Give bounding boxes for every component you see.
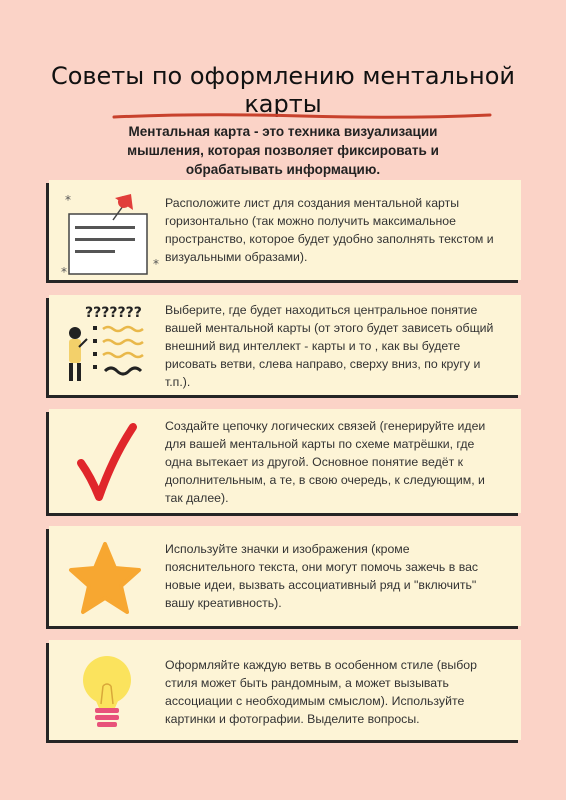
page-title: Советы по оформлению ментальной карты (50, 62, 516, 118)
thinking-person-icon (55, 299, 159, 403)
tip-text: Выберите, где будет находиться центральное понятие вашей ментальной карты (от этого будет зависеть общий внешний вид интеллект - карты и то , как вы будете рисовать ветви, слева направо, сверху вниз, по кругу и т.п.). (165, 303, 494, 389)
svg-text:*: * (65, 193, 71, 207)
tip-text: Оформляйте каждую ветвь в особенном стиле (выбор стиля может быть рандомным, а может вызывать ассоциации с необходимым смыслом). Используйте картинки и фотографии. Выделите вопросы. (165, 658, 477, 726)
tip-text: Используйте значки и изображения (кроме пояснительного текста, они могут помочь зажечь в вас новые идеи, вызвать ассоциативный ряд и "включить" вашу креативность). (165, 542, 479, 610)
tip-card-4 (49, 526, 521, 626)
svg-text:*: * (61, 265, 67, 279)
checkmark-icon (55, 413, 159, 517)
tip-card-3 (49, 409, 521, 513)
svg-text:*: * (153, 257, 159, 271)
intro-text: Ментальная карта - это техника визуализации мышления, которая позволяет фиксировать и обрабатывать информацию. (127, 124, 439, 177)
svg-text:???????: ??????? (85, 305, 142, 321)
tip-text: Расположите лист для создания ментальной карты горизонтально (так можно получить максимальное пространство, которое будет удобно заполнять текстом и визуальными образами). (165, 196, 494, 264)
title-underline (112, 112, 492, 120)
tip-card-2 (49, 295, 521, 395)
star-icon (55, 530, 159, 634)
pinned-document-icon (55, 184, 159, 288)
tip-card-5 (49, 640, 521, 740)
tip-card-1 (49, 180, 521, 280)
tip-text: Создайте цепочку логических связей (генерируйте идеи для вашей ментальной карты по схеме матрёшки, где одна вытекает из другой. Основное понятие ведёт к дополнительным, а те, в свою очередь, к следующим, и так далее). (165, 419, 486, 505)
lightbulb-icon (55, 644, 159, 748)
